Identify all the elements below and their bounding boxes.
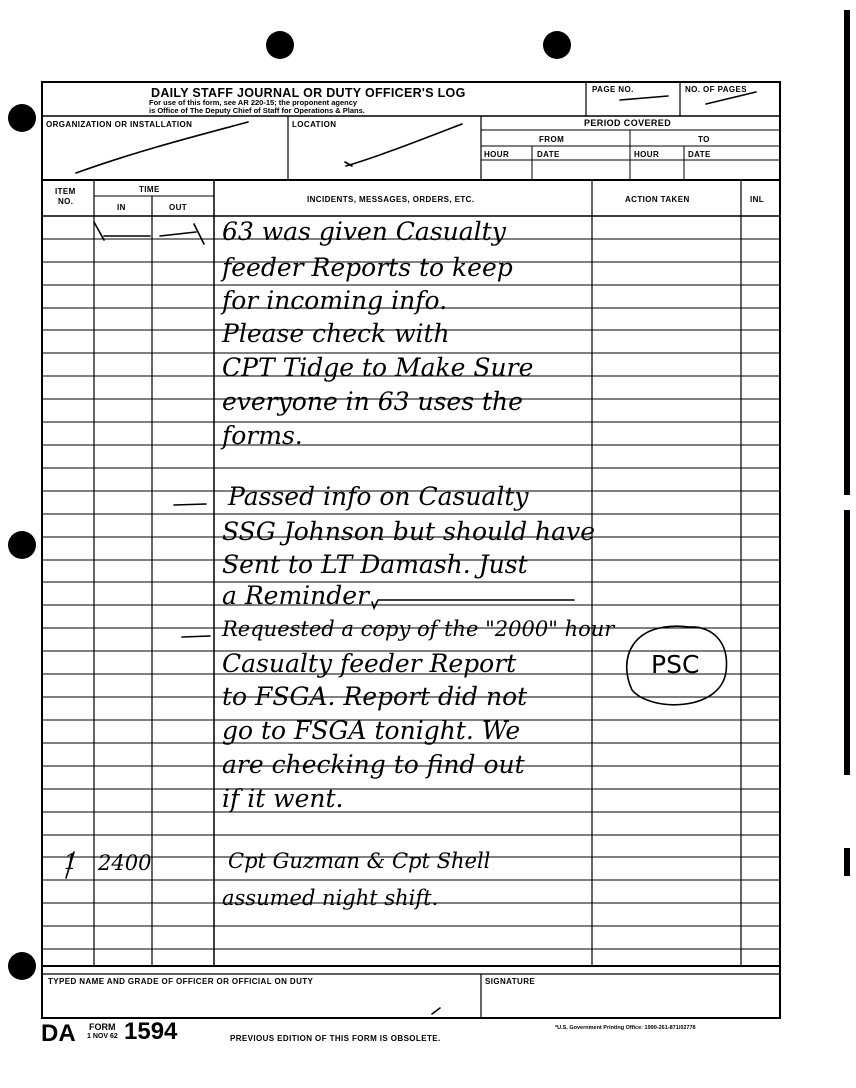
entry-line: Passed info on Casualty — [228, 482, 529, 511]
form-subtitle: is Office of The Deputy Chief of Staff for Operations & Plans. — [149, 106, 365, 115]
initials-label: INL — [750, 195, 765, 204]
time-out-label: OUT — [169, 203, 188, 212]
entry-line: everyone in 63 uses the — [222, 387, 523, 416]
entry-line: Casualty feeder Report — [222, 649, 517, 678]
action-stamp: PSC — [651, 650, 700, 679]
time-label: TIME — [139, 185, 160, 194]
form-word: FORM — [89, 1022, 116, 1032]
no-of-pages-label: NO. OF PAGES — [685, 85, 747, 94]
page-no-label: PAGE NO. — [592, 85, 634, 94]
item-no-label-2: NO. — [58, 197, 74, 206]
entry-line: a Reminder — [222, 581, 370, 610]
incidents-label: INCIDENTS, MESSAGES, ORDERS, ETC. — [307, 195, 475, 204]
entry-line: feeder Reports to keep — [222, 253, 513, 282]
entry-line: Cpt Guzman & Cpt Shell — [228, 849, 491, 873]
entry-line: go to FSGA tonight. We — [222, 716, 521, 745]
from-hour-label: HOUR — [484, 150, 510, 159]
from-label: FROM — [539, 135, 565, 144]
form-title: DAILY STAFF JOURNAL OR DUTY OFFICER'S LOG — [151, 86, 466, 100]
entry-line: assumed night shift. — [222, 886, 439, 910]
entry-line: Please check with — [222, 319, 450, 348]
entry-line: Sent to LT Damash. Just — [222, 550, 528, 579]
time-in-label: IN — [117, 203, 126, 212]
entry-line: if it went. — [222, 784, 344, 813]
item-no-label: ITEM — [55, 187, 76, 196]
period-covered-label: PERIOD COVERED — [584, 118, 672, 128]
time-in-value: 2400 — [98, 851, 152, 875]
to-label: TO — [698, 135, 710, 144]
from-date-label: DATE — [537, 150, 560, 159]
action-taken-label: ACTION TAKEN — [625, 195, 690, 204]
form-date: 1 NOV 62 — [87, 1033, 118, 1040]
entry-line: CPT Tidge to Make Sure — [222, 353, 534, 382]
form-subtitle: For use of this form, see AR 220-15; the proponent agency — [149, 98, 358, 107]
previous-edition-notice: PREVIOUS EDITION OF THIS FORM IS OBSOLETE. — [230, 1034, 441, 1043]
to-hour-label: HOUR — [634, 150, 660, 159]
to-date-label: DATE — [688, 150, 711, 159]
entry-line: forms. — [222, 421, 303, 450]
entry-line: are checking to find out — [222, 750, 525, 779]
entry-line: Requested a copy of the "2000" hour — [222, 617, 615, 641]
entry-line: 63 was given Casualty — [222, 217, 506, 246]
entry-line: for incoming info. — [222, 286, 448, 315]
entry-line: to FSGA. Report did not — [222, 682, 528, 711]
location-label: LOCATION — [292, 120, 337, 129]
printing-office-note: *U.S. Government Printing Office: 1990-261-871/02778 — [555, 1025, 696, 1031]
form-number: 1594 — [124, 1018, 178, 1045]
signature-label: SIGNATURE — [485, 977, 536, 986]
entry-line: SSG Johnson but should have — [222, 517, 595, 546]
item-number: 1 — [64, 850, 78, 874]
organization-label: ORGANIZATION OR INSTALLATION — [46, 120, 193, 129]
officer-name-label: TYPED NAME AND GRADE OF OFFICER OR OFFICIAL ON DUTY — [48, 977, 314, 986]
form-prefix: DA — [41, 1020, 76, 1047]
